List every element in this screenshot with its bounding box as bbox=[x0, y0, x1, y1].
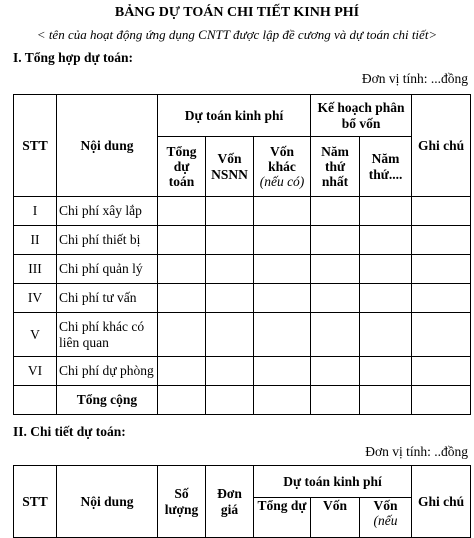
row-content: Chi phí tư vấn bbox=[57, 284, 158, 313]
table-row bbox=[14, 197, 471, 226]
table-row bbox=[14, 255, 471, 284]
table-row bbox=[14, 284, 471, 313]
header-other-capital-note: (nếu có) bbox=[259, 174, 305, 190]
header-note: Ghi chú bbox=[412, 466, 471, 538]
table-row bbox=[14, 357, 471, 386]
detail-budget-table bbox=[13, 465, 471, 538]
row-stt: V bbox=[14, 313, 57, 357]
total-row bbox=[14, 386, 471, 415]
header-note: Ghi chú bbox=[412, 95, 471, 197]
row-content: Chi phí thiết bị bbox=[57, 226, 158, 255]
header-content: Nội dung bbox=[57, 95, 158, 197]
section2-heading: II. Chi tiết dự toán: bbox=[13, 424, 126, 439]
row-stt: VI bbox=[14, 357, 57, 386]
header-budget-group: Dự toán kinh phí bbox=[158, 95, 311, 137]
header-state-capital: Vốn bbox=[311, 498, 360, 538]
row-content: Chi phí khác có liên quan bbox=[57, 313, 158, 357]
summary-budget-table bbox=[13, 94, 471, 415]
header-content: Nội dung bbox=[57, 466, 158, 538]
header-other-capital bbox=[360, 498, 412, 538]
section1-unit: Đơn vị tính: ...đồng bbox=[361, 71, 468, 86]
row-content: Chi phí quản lý bbox=[57, 255, 158, 284]
document-subtitle: < tên của hoạt động ứng dụng CNTT được lập đề cương và dự toán chi tiết> bbox=[36, 27, 438, 42]
header-plan-group: Kế hoạch phân bổ vốn bbox=[311, 95, 412, 137]
row-stt: IV bbox=[14, 284, 57, 313]
header-total-budget: Tổng dự toán bbox=[158, 137, 206, 197]
header-state-capital: Vốn NSNN bbox=[206, 137, 254, 197]
section2-unit: Đơn vị tính: ..đồng bbox=[365, 444, 468, 459]
table-row bbox=[14, 226, 471, 255]
header-total-budget: Tổng dự bbox=[254, 498, 311, 538]
header-other-capital-label: Vốn bbox=[373, 498, 398, 513]
document-title: BẢNG DỰ TOÁN CHI TIẾT KINH PHÍ bbox=[114, 5, 360, 20]
header-unit-price: Đơn giá bbox=[206, 466, 254, 538]
row-content: Chi phí xây lắp bbox=[57, 197, 158, 226]
header-year-first: Năm thứ nhất bbox=[311, 137, 360, 197]
header-stt: STT bbox=[14, 466, 57, 538]
row-stt: II bbox=[14, 226, 57, 255]
section1-heading: I. Tổng hợp dự toán: bbox=[13, 50, 133, 65]
header-year-next: Năm thứ.... bbox=[360, 137, 412, 197]
row-stt: III bbox=[14, 255, 57, 284]
header-stt: STT bbox=[14, 95, 57, 197]
row-content: Chi phí dự phòng bbox=[57, 357, 158, 386]
row-stt: I bbox=[14, 197, 57, 226]
header-budget-group: Dự toán kinh phí bbox=[254, 466, 412, 498]
header-quantity: Số lượng bbox=[158, 466, 206, 538]
header-other-capital-note: (nếu bbox=[373, 513, 398, 529]
total-label: Tổng cộng bbox=[57, 386, 158, 415]
header-other-capital bbox=[254, 137, 311, 197]
header-other-capital-label: Vốn khác bbox=[268, 143, 296, 174]
table-row bbox=[14, 313, 471, 357]
